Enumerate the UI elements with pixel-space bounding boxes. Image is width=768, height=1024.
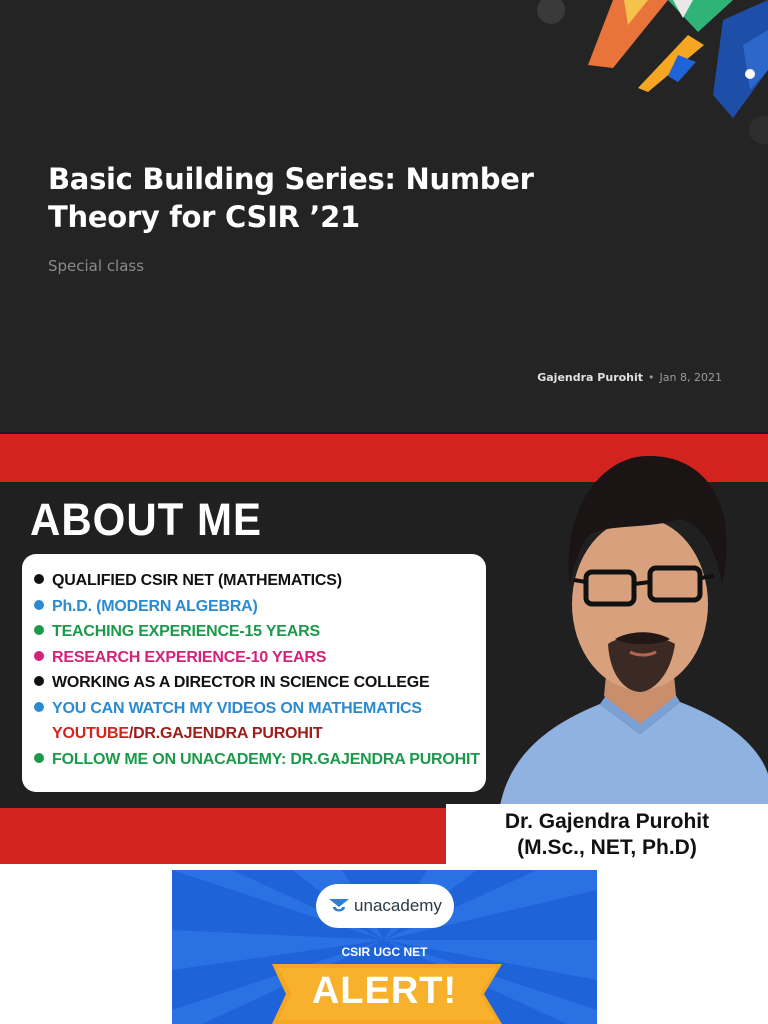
title-slide [0,0,768,432]
list-item: Ph.D. (MODERN ALGEBRA) [34,594,480,620]
bullet-icon [34,676,44,686]
bullet-icon [34,702,44,712]
list-item: WORKING AS A DIRECTOR IN SCIENCE COLLEGE [34,670,480,696]
credentials-list [34,568,480,772]
unacademy-brand-text: unacademy [354,896,442,915]
youtube-label: YOUTUBE [52,725,129,742]
presenter-name: Dr. Gajendra Purohit [504,810,710,833]
exam-label: CSIR UGC NET [341,945,428,959]
bullet-icon [34,651,44,661]
presenter-credentials: (M.Sc., NET, Ph.D) [517,836,697,859]
list-item-continuation [34,721,480,747]
bullet-icon [34,574,44,584]
list-item: QUALIFIED CSIR NET (MATHEMATICS) [34,568,480,594]
portrait-photo [490,434,768,806]
class-title: Basic Building Series: Number Theory for CSIR ’21 [48,162,534,234]
unacademy-logo-icon [328,897,350,915]
class-date: Jan 8, 2021 [659,371,722,384]
name-box [446,804,768,864]
list-item: YOU CAN WATCH MY VIDEOS ON MATHEMATICS [34,696,480,722]
about-me-slide [0,432,768,864]
class-subtitle: Special class [48,257,145,275]
author-name: Gajendra Purohit [537,371,644,384]
unacademy-alert-banner [172,870,597,1024]
bullet-icon [34,625,44,635]
list-item: RESEARCH EXPERIENCE-10 YEARS [34,645,480,671]
bullet-icon [34,753,44,763]
pen-nib-decoration-icon [528,0,768,150]
alert-text: ALERT! [311,970,458,1012]
about-me-heading: ABOUT ME [30,494,262,545]
meta-separator: • [648,371,655,384]
class-meta [537,371,722,384]
list-item: FOLLOW ME ON UNACADEMY: DR.GAJENDRA PUROHIT [34,747,480,773]
unacademy-logo-pill [316,884,454,928]
youtube-handle: /DR.GAJENDRA PUROHIT [128,725,323,742]
list-item: TEACHING EXPERIENCE-15 YEARS [34,619,480,645]
about-me-card [22,554,486,792]
bullet-icon [34,600,44,610]
